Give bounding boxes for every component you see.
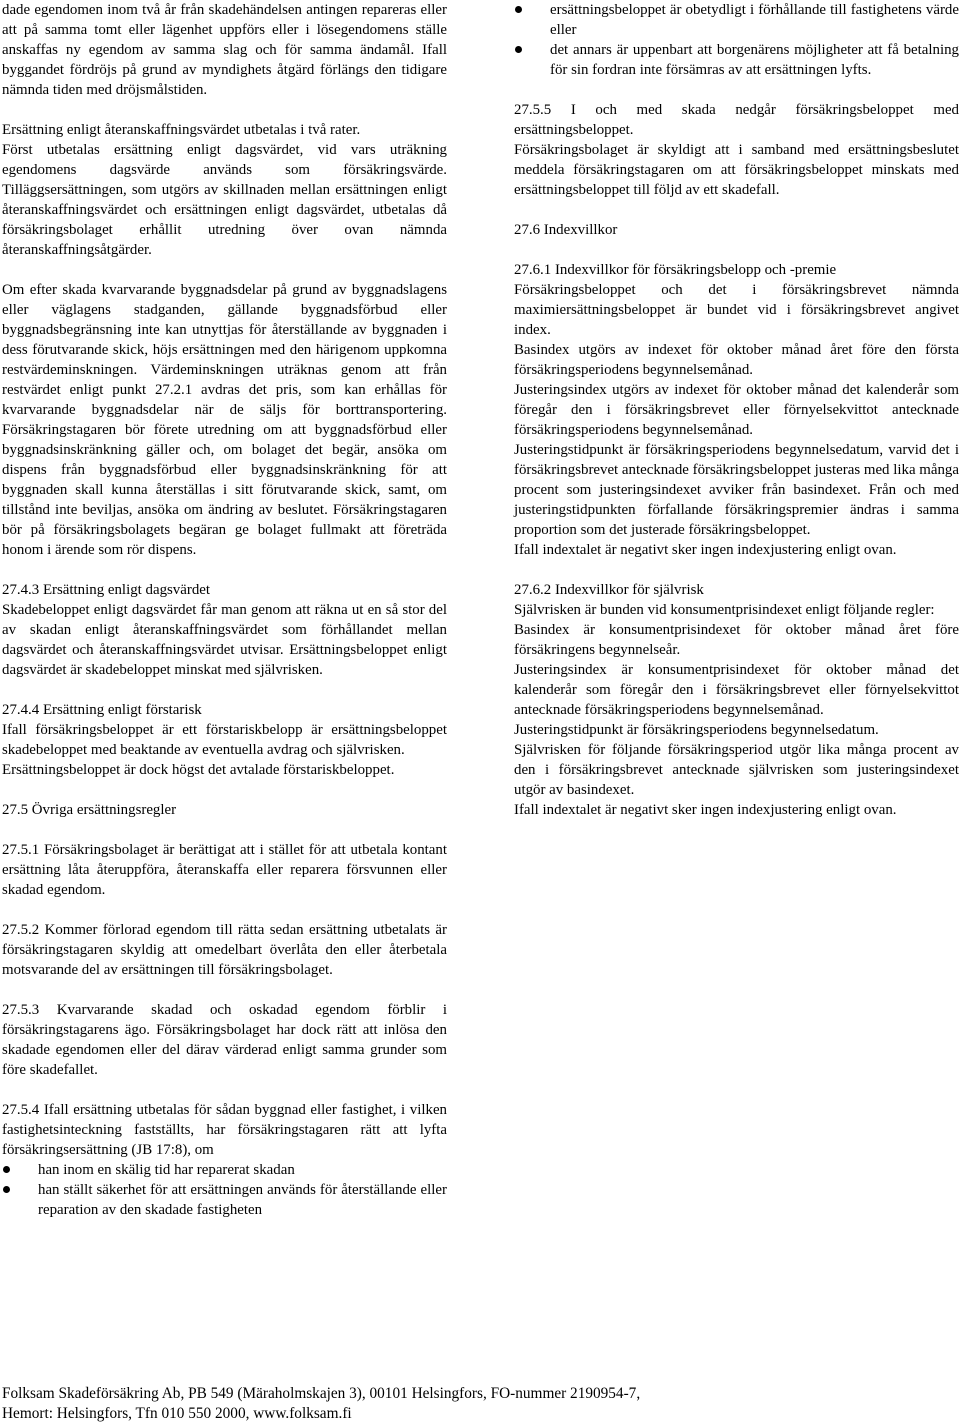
section-heading: 27.4.4 Ersättning enligt förstarisk: [2, 702, 202, 718]
list-item: han ställt säkerhet för att ersättningen används för återställande eller reparation av den skadade fastigheten: [2, 1180, 447, 1220]
paragraph: Försäkringsbolaget är skyldigt att i samband med ersättningsbeslutet meddela försäkringstagaren om att försäkringsbeloppet minskats med ersättningsbeloppet till följd av ett skadefall.: [514, 142, 959, 198]
paragraph: Först utbetalas ersättning enligt dagsvärdet, vid vars uträkning egendomens dagsvärde används som försäkringsvärde. Tilläggsersättningen, som utgörs av skillnaden mellan ersättningen enligt återanskaffningsvärdet och ersättningen enligt dagsvärdet, utbetalas då försäkringsbolaget erhållit utredning över ovan nämnda återanskaffningsåtgärder.: [2, 142, 447, 258]
list-item: ersättningsbeloppet är obetydligt i förhållande till fastighetens värde eller: [514, 0, 959, 40]
paragraph: Justeringsindex är konsumentprisindexet för oktober månad det kalenderår som föregår den i försäkringsbrevet eller förnyelsekvittot antecknade försäkringsperiodens begynnelsemånad.: [514, 662, 959, 718]
paragraph: Ifall indextalet är negativt sker ingen indexjustering enligt ovan.: [514, 802, 897, 818]
paragraph: 27.5.1 Försäkringsbolaget är berättigat att i stället för att utbetala kontant ersättning låta återuppföra, återanskaffa eller reparera försvunnen eller skadad egendom.: [2, 842, 447, 898]
paragraph: Självrisken för följande försäkringsperiod utgör lika många procent av den i försäkringsbrevet antecknade självrisken som justeringsindexet utgör av basindexet.: [514, 742, 959, 798]
section-heading: 27.6.1 Indexvillkor för försäkringsbelopp och -premie: [514, 262, 837, 278]
paragraph: Basindex är konsumentprisindexet för oktober månad året före försäkringens begynnelseår.: [514, 622, 959, 658]
section-heading: 27.6 Indexvillkor: [514, 222, 618, 238]
paragraph: Skadebeloppet enligt dagsvärdet får man genom att räkna ut en så stor del av skadan enligt återanskaffningsvärdet som förhållandet mellan dagsvärdet och återanskaffningsvärdet utvisar. Ersättningsbeloppet enligt dagsvärdet är skadebeloppet minskat med självrisken.: [2, 602, 447, 678]
paragraph: Ifall försäkringsbeloppet är ett förstariskbelopp är ersättningsbeloppet skadebeloppet med beaktande av eventuella avdrag och självrisken.: [2, 722, 447, 758]
footer-line: Folksam Skadeförsäkring Ab, PB 549 (Märaholmskajen 3), 00101 Helsingfors, FO-nummer 2190954-7,: [2, 1385, 641, 1402]
paragraph: Basindex utgörs av indexet för oktober månad året före den första försäkringsperiodens begynnelsemånad.: [514, 342, 959, 378]
list-item: det annars är uppenbart att borgenärens möjligheter att få betalning för sin fordran inte försämras av att ersättningen lyfts.: [514, 40, 959, 80]
section-heading: 27.5 Övriga ersättningsregler: [2, 802, 177, 818]
bullet-list: [2, 1160, 447, 1220]
bullet-list: [514, 0, 959, 80]
paragraph: Om efter skada kvarvarande byggnadsdelar på grund av byggnadslagens eller väglagens stadganden, gällande byggnadsförbud eller byggnadsbegränsning inte kan utnyttjas för återställande av byggnaden i dess förutvarande skick, höjs ersättningen med den härigenom uppkomna restvärdeminskningen. Värdeminskningen uträknas genom att från restvärdet enligt punkt 27.2.1 avdras det pris, som kan erhållas för kvarvarande byggnadsdelar när de säljs för borttransportering. Försäkringstagaren bör förete utredning om att byggnadsförbud eller byggnadsinskränkning gäller och, om bolaget det begär, ansöka om dispens från byggnadsförbud eller byggnadsinskränkning för att byggnaden skall kunna återställas i sitt förutvarande skick, samt, om tillstånd inte beviljas, ansöka om ändring av beslutet. Försäkringstagaren bör på försäkringsbolagets begäran ge bolaget fullmakt att företräda honom i ärende som rör dispens.: [2, 282, 447, 558]
paragraph: Justeringstidpunkt är försäkringsperiodens begynnelsedatum.: [514, 722, 879, 738]
paragraph: dade egendomen inom två år från skadehändelsen antingen repareras eller att på samma tomt eller lägenhet uppförs eller i lösegendomens ställe anskaffas ny egendom av samma slag och för samma ändamål. Ifall byggandet fördröjs på grund av myndighets åtgärd förlängs den tidigare nämnda tiden med dröjsmålstiden.: [2, 2, 447, 98]
paragraph: 27.5.2 Kommer förlorad egendom till rätta sedan ersättning utbetalats är försäkringstagaren skyldig att omedelbart överlåta den eller återbetala motsvarande del av ersättningen till försäkringsbolaget.: [2, 922, 447, 978]
paragraph: Försäkringsbeloppet och det i försäkringsbrevet nämnda maximiersättningsbeloppet är bundet vid i försäkringsbrevet angivet index.: [514, 282, 959, 338]
paragraph: 27.5.4 Ifall ersättning utbetalas för sådan byggnad eller fastighet, i vilken fastighetsinteckning fastställts, har försäkringstagaren rätt att lyfta försäkringsersättning (JB 17:8), om: [2, 1102, 447, 1158]
paragraph: 27.5.3 Kvarvarande skadad och oskadad egendom förblir i försäkringstagarens ägo. Försäkringsbolaget har dock rätt att inlösa den skadade egendomen eller del därav värderad enligt samma grunder som före skadefallet.: [2, 1002, 447, 1078]
page-footer: [2, 1384, 952, 1424]
paragraph: 27.5.5 I och med skada nedgår försäkringsbeloppet med ersättningsbeloppet.: [514, 102, 959, 138]
paragraph: Ersättning enligt återanskaffningsvärdet utbetalas i två rater.: [2, 122, 361, 138]
paragraph: Självrisken är bunden vid konsumentprisindexet enligt följande regler:: [514, 602, 935, 618]
section-heading: 27.4.3 Ersättning enligt dagsvärdet: [2, 582, 211, 598]
paragraph: Justeringsindex utgörs av indexet för oktober månad det kalenderår som föregår den i försäkringsbrevet eller förnyelsekvittot antecknade försäkringsperiodens begynnelsemånad.: [514, 382, 959, 438]
right-column: [514, 0, 959, 840]
paragraph: Ifall indextalet är negativt sker ingen indexjustering enligt ovan.: [514, 542, 897, 558]
left-column: [2, 0, 447, 1240]
section-heading: 27.6.2 Indexvillkor för självrisk: [514, 582, 704, 598]
paragraph: Justeringstidpunkt är försäkringsperiodens begynnelsedatum, varvid det i försäkringsbrevet antecknade försäkringsbeloppet justeras med lika många procent som justeringsindexet avviker från basindexet. Från och med justeringstidpunkten förfallande försäkringspremier ändras i samma proportion som det justerade försäkringsbeloppet.: [514, 442, 959, 538]
list-item: han inom en skälig tid har reparerat skadan: [2, 1160, 447, 1180]
paragraph: Ersättningsbeloppet är dock högst det avtalade förstariskbeloppet.: [2, 762, 395, 778]
footer-line: Hemort: Helsingfors, Tfn 010 550 2000, www.folksam.fi: [2, 1405, 352, 1422]
